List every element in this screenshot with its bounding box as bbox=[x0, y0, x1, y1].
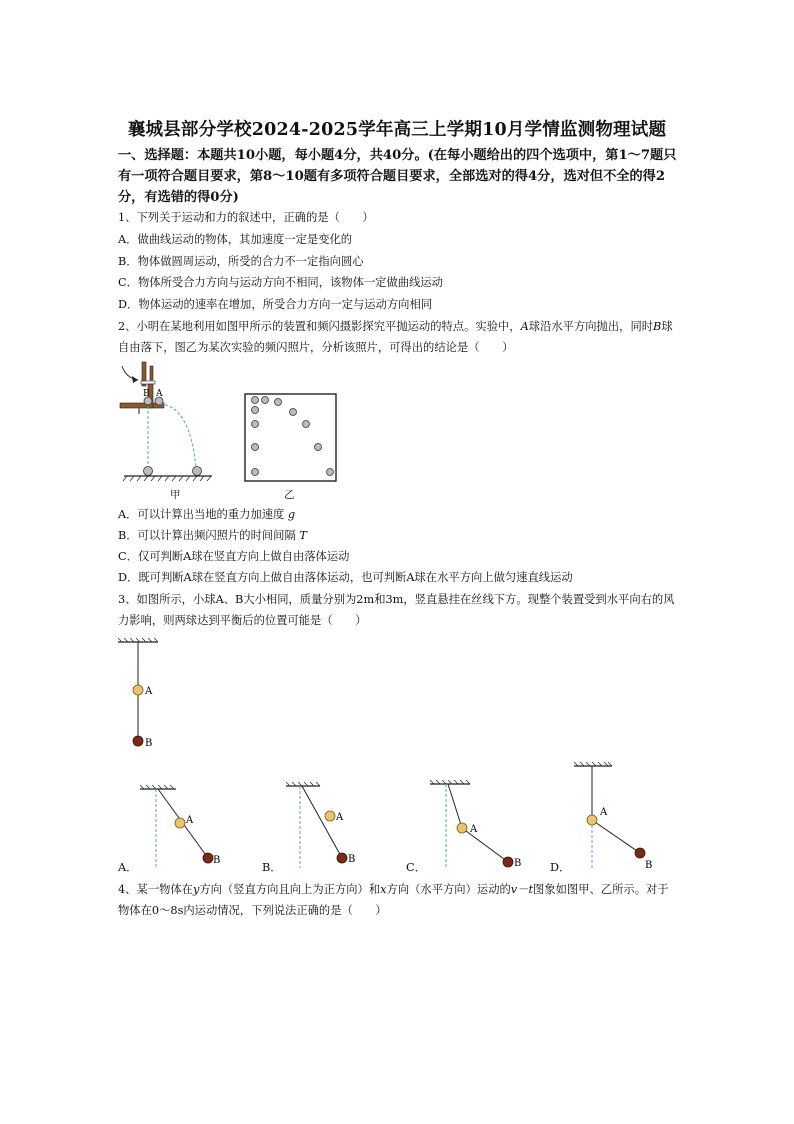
question-1-option-b: B．物体做圆周运动，所受的合力不一定指向圆心 bbox=[118, 255, 364, 268]
choice-d-label: D． bbox=[550, 861, 571, 874]
swing-arrow bbox=[122, 366, 138, 380]
section-heading: 一、选择题：本题共10小题，每小题4分，共40分。(在每小题给出的四个选项中，第1～7题只有一项符合题目要求，第8～10题有多项符合题目要求，全部选对的得4分，选对但不全的得2分，有选错的得0分) bbox=[118, 148, 677, 205]
svg-text:A: A bbox=[336, 812, 344, 823]
label-ball-b: B bbox=[143, 389, 150, 399]
question-2-option-b: B．可以计算出频闪照片的时间间隔 T bbox=[118, 529, 307, 542]
figure-q3-initial bbox=[112, 637, 172, 752]
ball-a-landed bbox=[193, 467, 202, 476]
svg-text:A: A bbox=[186, 815, 194, 826]
choice-b-diagram bbox=[282, 780, 382, 870]
projectile-path bbox=[160, 404, 196, 468]
variable-a: A bbox=[520, 320, 529, 333]
figure-label-yi: 乙 bbox=[284, 489, 295, 501]
ball-b-landed bbox=[144, 467, 153, 476]
question-3-stem: 3、如图所示，小球A、B大小相同，质量分别为2m和3m，竖直悬挂在丝线下方。现整个装置受到水平向右的风力影响，则两球达到平衡后的位置可能是（ ） bbox=[118, 593, 675, 627]
choice-a-diagram bbox=[136, 783, 236, 873]
question-4-stem: 4、某一物体在y方向（竖直方向且向上为正方向）和x方向（水平方向）运动的v－t图象如图甲、乙所示。对于物体在0～8s内运动情况，下列说法正确的是（ ） bbox=[118, 883, 669, 917]
choice-b-label: B． bbox=[262, 861, 282, 874]
svg-text:A: A bbox=[470, 824, 478, 835]
photo-frame bbox=[245, 394, 336, 481]
label-ball-a: A bbox=[156, 389, 163, 399]
svg-text:A: A bbox=[600, 807, 608, 818]
figure-jia-apparatus bbox=[112, 358, 222, 493]
question-2-option-a: A．可以计算出当地的重力加速度 g bbox=[118, 508, 296, 521]
question-1-stem: 1、下列关于运动和力的叙述中，正确的是（ ） bbox=[118, 211, 374, 224]
choice-c-diagram bbox=[426, 776, 526, 872]
question-2-option-d: D．既可判断A球在竖直方向上做自由落体运动，也可判断A球在水平方向上做匀速直线运动 bbox=[118, 571, 573, 584]
question-2-option-c: C．仅可判断A球在竖直方向上做自由落体运动 bbox=[118, 550, 350, 563]
choice-a-label: A． bbox=[118, 861, 138, 874]
svg-text:B: B bbox=[213, 855, 221, 866]
question-2-stem: 2、小明在某地利用如图甲所示的装置和频闪摄影探究平抛运动的特点。实验中，A球沿水平方向抛出，同时B球自由落下，图乙为某次实验的频闪照片，分析该照片，可得出的结论是（ ） bbox=[118, 320, 673, 354]
svg-text:A: A bbox=[145, 686, 153, 697]
question-1-option-c: C．物体所受合力方向与运动方向不相同，该物体一定做曲线运动 bbox=[118, 276, 443, 289]
ball-b bbox=[133, 736, 143, 746]
choice-c-label: C． bbox=[406, 861, 426, 874]
svg-text:B: B bbox=[514, 858, 522, 869]
ball-a bbox=[133, 685, 143, 695]
svg-text:B: B bbox=[348, 854, 356, 865]
figure-yi-strobe-photo bbox=[244, 393, 338, 483]
question-1-option-a: A．做曲线运动的物体，其加速度一定是变化的 bbox=[118, 233, 353, 246]
choice-d-diagram bbox=[570, 760, 670, 870]
figure-label-jia: 甲 bbox=[170, 489, 181, 501]
svg-text:B: B bbox=[145, 738, 153, 749]
question-1-option-d: D．物体运动的速率在增加，所受合力方向一定与运动方向相同 bbox=[118, 298, 433, 311]
page-title: 襄城县部分学校2024-2025学年高三上学期10月学情监测物理试题 bbox=[127, 120, 667, 140]
svg-text:B: B bbox=[645, 860, 653, 870]
variable-b: B bbox=[653, 320, 662, 333]
